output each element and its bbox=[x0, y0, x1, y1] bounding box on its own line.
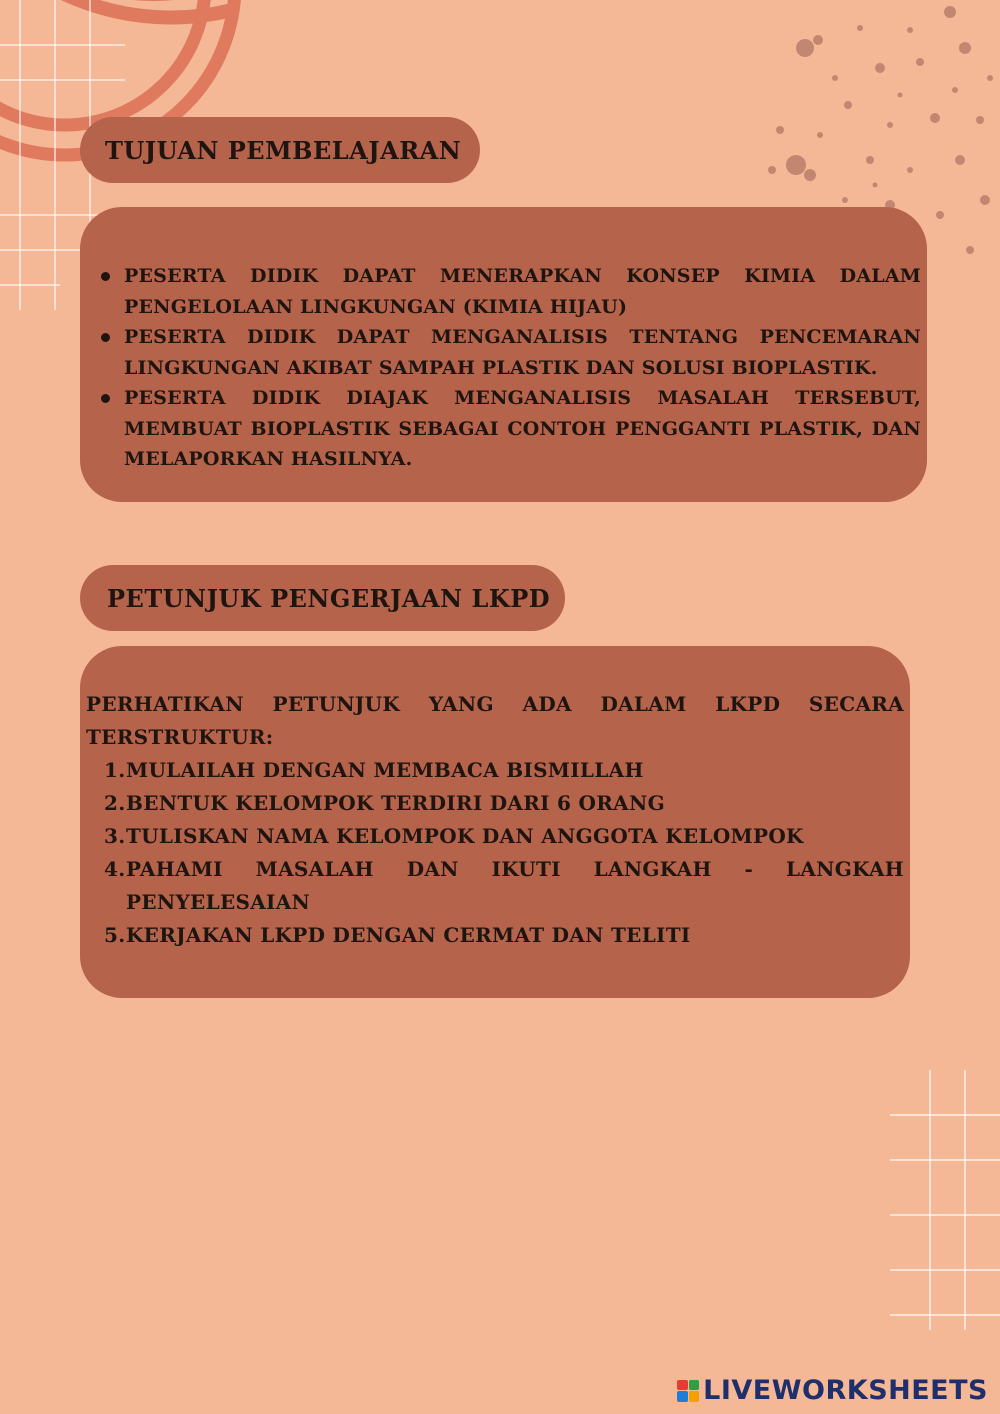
objective-text: PESERTA DIDIK DIAJAK MENGANALISIS MASALAH TERSEBUT, MEMBUAT BIOPLASTIK SEBAGAI CONTOH PENGGANTI PLASTIK, DAN MELAPORKAN HASILNYA. bbox=[124, 387, 921, 470]
objectives-list bbox=[124, 261, 921, 475]
objective-item bbox=[124, 383, 921, 475]
step-number: 5. bbox=[104, 923, 126, 947]
step-text: TULISKAN NAMA KELOMPOK DAN ANGGOTA KELOMPOK bbox=[126, 824, 804, 848]
steps-list bbox=[86, 754, 904, 952]
step-item bbox=[86, 754, 904, 787]
instructions-box bbox=[80, 646, 910, 998]
step-item bbox=[86, 853, 904, 919]
step-number: 1. bbox=[104, 758, 126, 782]
section-2-header bbox=[80, 565, 565, 631]
section-2-title: PETUNJUK PENGERJAAN LKPD bbox=[107, 583, 551, 613]
objective-item bbox=[124, 322, 921, 383]
objective-item bbox=[124, 261, 921, 322]
bullet-dot bbox=[101, 272, 110, 281]
bullet-dot bbox=[101, 333, 110, 342]
decorative-grid-bottom-right bbox=[890, 1070, 1000, 1370]
step-item bbox=[86, 787, 904, 820]
liveworksheets-brand[interactable] bbox=[677, 1375, 988, 1406]
step-number: 2. bbox=[104, 791, 126, 815]
section-1-header bbox=[80, 117, 480, 183]
objective-text: PESERTA DIDIK DAPAT MENGANALISIS TENTANG PENCEMARAN LINGKUNGAN AKIBAT SAMPAH PLASTIK DAN SOLUSI BIOPLASTIK. bbox=[124, 326, 921, 379]
liveworksheets-logo-icon bbox=[677, 1380, 699, 1402]
brand-text: LIVEWORKSHEETS bbox=[703, 1375, 988, 1406]
learning-objectives-box bbox=[80, 207, 927, 502]
section-1-title: TUJUAN PEMBELAJARAN bbox=[105, 135, 462, 165]
step-text: KERJAKAN LKPD DENGAN CERMAT DAN TELITI bbox=[126, 923, 691, 947]
bullet-dot bbox=[101, 394, 110, 403]
step-number: 4. bbox=[104, 857, 126, 881]
step-item bbox=[86, 919, 904, 952]
instructions-intro: PERHATIKAN PETUNJUK YANG ADA DALAM LKPD SECARA TERSTRUKTUR: bbox=[86, 692, 904, 749]
step-text: MULAILAH DENGAN MEMBACA BISMILLAH bbox=[126, 758, 644, 782]
step-item bbox=[86, 820, 904, 853]
step-text: PAHAMI MASALAH DAN IKUTI LANGKAH - LANGKAH PENYELESAIAN bbox=[126, 857, 904, 914]
step-text: BENTUK KELOMPOK TERDIRI DARI 6 ORANG bbox=[126, 791, 665, 815]
objective-text: PESERTA DIDIK DAPAT MENERAPKAN KONSEP KIMIA DALAM PENGELOLAAN LINGKUNGAN (KIMIA HIJAU) bbox=[124, 265, 921, 318]
step-number: 3. bbox=[104, 824, 126, 848]
